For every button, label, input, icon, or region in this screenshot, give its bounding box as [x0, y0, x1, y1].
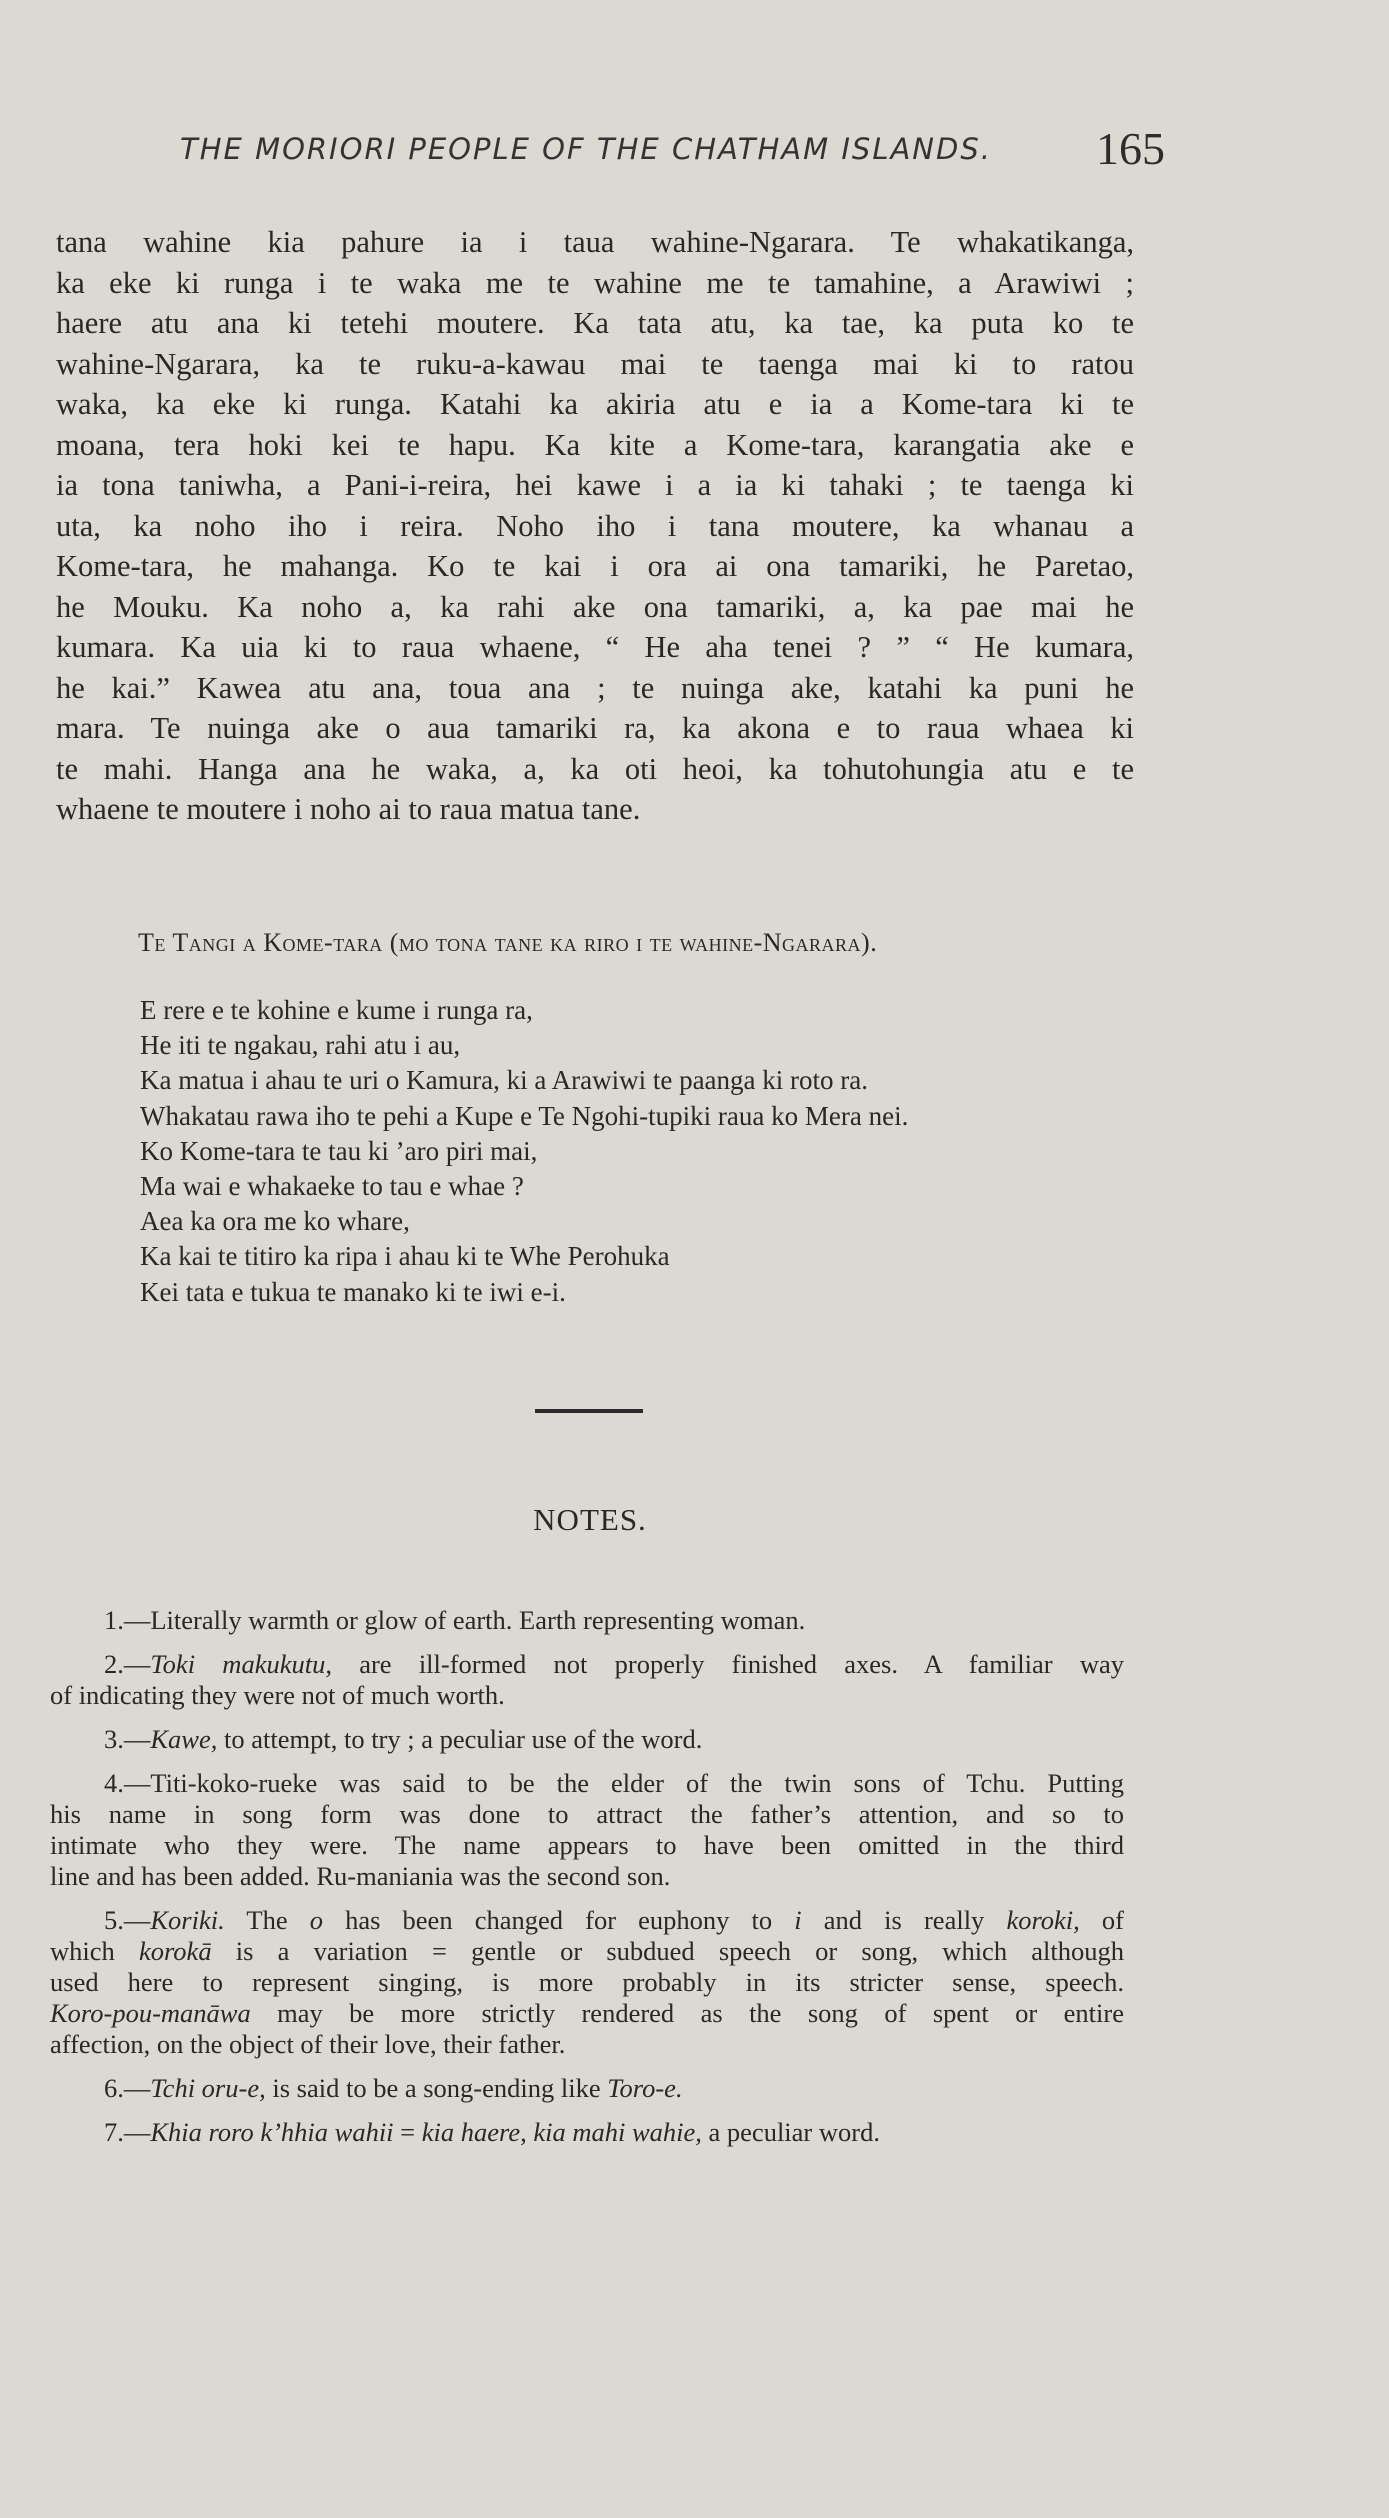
narrative-line: moana, tera hoki kei te hapu. Ka kite a Kome-tara, karangatia ake e — [56, 427, 1134, 462]
note-line: line and has been added. Ru-maniania was the second son. — [50, 1861, 671, 1891]
note-term: Toro-e. — [607, 2073, 683, 2103]
note-number: 5.— — [104, 1905, 151, 1935]
note-6 — [50, 2073, 1124, 2104]
note-3 — [50, 1724, 1124, 1755]
note-number: 6.— — [104, 2073, 151, 2103]
narrative-paragraph — [56, 222, 1134, 830]
narrative-line: uta, ka noho iho i reira. Noho iho i tana moutere, ka whanau a — [56, 508, 1134, 543]
verse-line: Ko Kome-tara te tau ki ’aro piri mai, — [140, 1135, 538, 1166]
note-text: of — [1079, 1905, 1124, 1935]
narrative-line: te mahi. Hanga ana he waka, a, ka oti heoi, ka tohutohungia atu e te — [56, 751, 1134, 786]
note-text: = — [393, 2117, 422, 2147]
note-term: i — [794, 1905, 802, 1935]
note-line: his name in song form was done to attract the father’s attention, and so to — [50, 1799, 1124, 1829]
note-line — [50, 1936, 1124, 1967]
note-text: a peculiar word. — [701, 2117, 880, 2147]
note-7 — [50, 2117, 1124, 2148]
note-text: has been changed for euphony to — [322, 1905, 795, 1935]
verse-line: Kei tata e tukua te manako ki te iwi e-i. — [140, 1276, 566, 1307]
narrative-line: kumara. Ka uia ki to raua whaene, “ He aha tenei ? ” “ He kumara, — [56, 630, 1134, 664]
note-number: 7.— — [104, 2117, 151, 2147]
note-line — [50, 1724, 1124, 1755]
notes-list — [50, 1605, 1124, 2161]
verse-line: Ka kai te titiro ka ripa i ahau ki te Whe Perohuka — [140, 1241, 670, 1272]
note-line: 1.—Literally warmth or glow of earth. Earth representing woman. — [104, 1605, 806, 1635]
note-text: which — [50, 1936, 139, 1966]
note-number: 3.— — [104, 1724, 151, 1754]
note-text: are ill-formed not properly finished axes. A familiar way — [331, 1649, 1124, 1679]
note-line: used here to represent singing, is more probably in its stricter sense, speech. — [50, 1967, 1124, 1997]
note-line: 4.—Titi-koko-rueke was said to be the elder of the twin sons of Tchu. Putting — [104, 1768, 1124, 1798]
verse-line: E rere e te kohine e kume i runga ra, — [140, 995, 533, 1025]
song-title: Te Tangi a Kome-tara (mo tona tane ka riro i te wahine-Ngarara). — [138, 928, 878, 957]
note-4 — [50, 1768, 1124, 1892]
narrative-line: mara. Te nuinga ake o aua tamariki ra, ka akona e to raua whaea ki — [56, 711, 1134, 745]
note-term: Toki makukutu, — [150, 1649, 332, 1679]
note-term: kia haere, kia mahi wahie, — [421, 2117, 702, 2147]
narrative-line: wahine-Ngarara, ka te ruku-a-kawau mai te taenga mai ki to ratou — [56, 346, 1134, 381]
note-text: is said to be a song-ending like — [265, 2073, 608, 2103]
note-line: affection, on the object of their love, their father. — [50, 2029, 566, 2059]
note-5 — [50, 1905, 1124, 2060]
note-term: Koro-pou-manāwa — [50, 1998, 251, 2028]
note-line — [50, 1905, 1124, 1936]
note-term: Khia roro k’hhia wahii — [150, 2117, 394, 2147]
note-term: o — [309, 1905, 323, 1935]
note-term: korokā — [138, 1936, 212, 1966]
narrative-line: ka eke ki runga i te waka me te wahine me te tamahine, a Arawiwi ; — [56, 265, 1134, 300]
narrative-line: Kome-tara, he mahanga. Ko te kai i ora ai ona tamariki, he Paretao, — [56, 549, 1134, 583]
note-line — [50, 1998, 1124, 2029]
notes-heading: NOTES. — [533, 1502, 647, 1537]
note-2 — [50, 1649, 1124, 1711]
note-line — [50, 2073, 1124, 2104]
note-line: intimate who they were. The name appears to have been omitted in the third — [50, 1830, 1124, 1860]
running-title: THE MORIORI PEOPLE OF THE CHATHAM ISLANDS. — [180, 132, 992, 166]
narrative-line: haere atu ana ki tetehi moutere. Ka tata atu, ka tae, ka puta ko te — [56, 306, 1134, 340]
note-1 — [50, 1605, 1124, 1636]
narrative-line: waka, ka eke ki runga. Katahi ka akiria atu e ia a Kome-tara ki te — [56, 387, 1134, 421]
section-divider — [535, 1409, 643, 1413]
verse-line: He iti te ngakau, rahi atu i au, — [140, 1030, 461, 1061]
running-head — [180, 123, 1165, 174]
note-term: Koriki. — [150, 1905, 225, 1935]
note-term: koroki, — [1006, 1905, 1080, 1935]
note-text: is a variation = gentle or subdued speech or song, which although — [211, 1936, 1125, 1966]
verse-line: Ka matua i ahau te uri o Kamura, ki a Arawiwi te paanga ki roto ra. — [140, 1065, 868, 1096]
note-text: and is really — [801, 1905, 1007, 1935]
note-text: The — [224, 1905, 310, 1935]
verse-line: Whakatau rawa iho te pehi a Kupe e Te Ngohi-tupiki raua ko Mera nei. — [140, 1100, 909, 1131]
note-term: Tchi oru-e, — [150, 2073, 266, 2103]
verse-line: Aea ka ora me ko whare, — [140, 1206, 410, 1237]
note-text: may be more strictly rendered as the song of spent or entire — [250, 1998, 1124, 2028]
note-number: 2.— — [104, 1649, 151, 1679]
note-line: of indicating they were not of much worth. — [50, 1680, 505, 1710]
note-line — [50, 2117, 1124, 2148]
narrative-line: whaene te moutere i noho ai to raua matua tane. — [56, 792, 641, 826]
narrative-line: ia tona taniwha, a Pani-i-reira, hei kawe i a ia ki tahaki ; te taenga ki — [56, 468, 1134, 502]
page-number: 165 — [1096, 123, 1165, 174]
note-line — [50, 1649, 1124, 1680]
note-term: Kawe, — [150, 1724, 218, 1754]
verse-line: Ma wai e whakaeke to tau e whae ? — [140, 1170, 524, 1201]
narrative-line: he Mouku. Ka noho a, ka rahi ake ona tamariki, a, ka pae mai he — [56, 589, 1134, 624]
narrative-line: tana wahine kia pahure ia i taua wahine-Ngarara. Te whakatikanga, — [56, 225, 1134, 259]
note-text: to attempt, to try ; a peculiar use of the word. — [217, 1724, 703, 1754]
narrative-line: he kai.” Kawea atu ana, toua ana ; te nuinga ake, katahi ka puni he — [56, 670, 1134, 705]
song-verse — [140, 993, 1140, 1310]
